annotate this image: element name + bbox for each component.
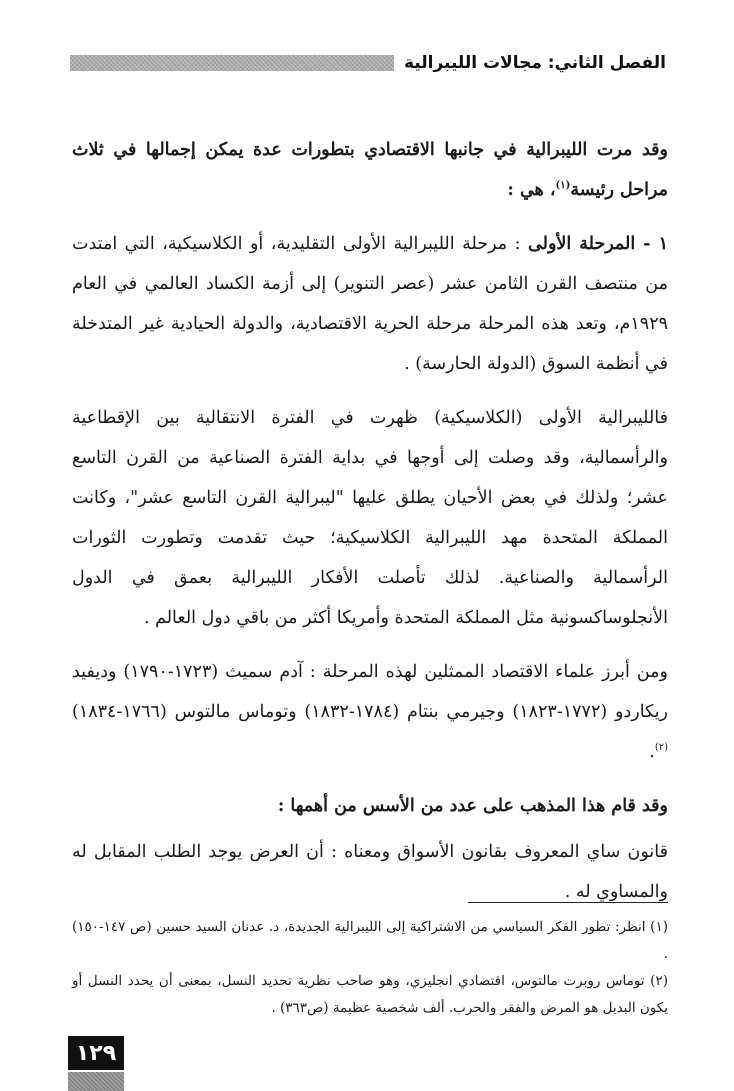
chapter-title: الفصل الثاني: مجالات الليبرالية: [403, 53, 666, 73]
foundations-text: وقد قام هذا المذهب على عدد من الأسس من أهمها :: [277, 796, 668, 816]
footnote-ref-1: (١): [555, 180, 571, 192]
first-stage-heading: ١ - المرحلة الأولى: [528, 234, 668, 254]
paragraph-first-stage: [72, 224, 668, 384]
paragraph-foundations: [72, 786, 668, 826]
footnote-divider: [468, 902, 668, 903]
classical-liberalism-text: فالليبرالية الأولى (الكلاسيكية) ظهرت في الفترة الانتقالية بين الإقطاعية والرأسمالية، وقد وصلت إلى أوجها في بداية الفترة الصناعية من القرن التاسع عشر؛ ولذلك في بعض الأحيان يطلق عليها "ليبرالية القرن التاسع عشر"، وكانت المملكة المتحدة مهد الليبرالية الكلاسيكية؛ حيث تقدمت وتطورت الثورات الرأسمالية والصناعية. لذلك تأصلت الأفكار الليبرالية بعمق في الدول الأنجلوساكسونية مثل المملكة المتحدة وأمريكا أكثر من باقي دول العالم .: [72, 408, 668, 628]
footnote-ref-2: (٢): [654, 742, 668, 754]
economists-tail: .: [649, 742, 655, 762]
says-law-text: قانون ساي المعروف بقانون الأسواق ومعناه : أن العرض يوجد الطلب المقابل له والمساوي له .: [72, 842, 668, 902]
header-decorative-bar: [70, 55, 394, 71]
footnote-2: (٢) توماس روبرت مالتوس، اقتصادي انجليزي، وهو صاحب نظرية تحديد النسل، بمعنى أن يحدد النسل أو يكون البديل هو المرض والفقر والحرب. ألف شخصية عظيمة (ص٣٦٣) .: [72, 973, 668, 1016]
paragraph-says-law: [72, 832, 668, 912]
footnote-1: (١) انظر: تطور الفكر السياسي من الاشتراكية إلى الليبرالية الجديدة، د. عدنان السيد حسين (ص ١٤٧-١٥٠) .: [72, 919, 668, 962]
main-text: [72, 130, 668, 926]
footnotes: [72, 914, 668, 1022]
economists-text: ومن أبرز علماء الاقتصاد الممثلين لهذه المرحلة : آدم سميث (١٧٢٣-١٧٩٠) وديفيد ريكاردو (١٧٧٢-١٨٢٣) وجيرمي بنتام (١٧٨٤-١٨٣٢) وتوماس مالتوس (١٧٦٦-١٨٣٤): [72, 662, 669, 722]
page-number-decorative-bar: [68, 1072, 124, 1091]
paragraph-intro: [72, 130, 668, 210]
intro-text: وقد مرت الليبرالية في جانبها الاقتصادي بتطورات عدة يمكن إجمالها في ثلاث مراحل رئيسة: [72, 140, 668, 200]
paragraph-classical-liberalism: [72, 398, 668, 638]
page-number: ١٢٩: [68, 1036, 124, 1070]
intro-tail: ، هي :: [507, 180, 556, 200]
paragraph-economists: [72, 652, 668, 772]
running-header: [70, 52, 666, 74]
first-stage-text: : مرحلة الليبرالية الأولى التقليدية، أو الكلاسيكية، التي امتدت من منتصف القرن الثامن عشر (عصر التنوير) إلى أزمة الكساد العالمي في العام ١٩٢٩م، وتعد هذه المرحلة مرحلة الحرية الاقتصادية، والدولة الحيادية غير المتدخلة في أنظمة السوق (الدولة الحارسة) .: [72, 234, 668, 374]
